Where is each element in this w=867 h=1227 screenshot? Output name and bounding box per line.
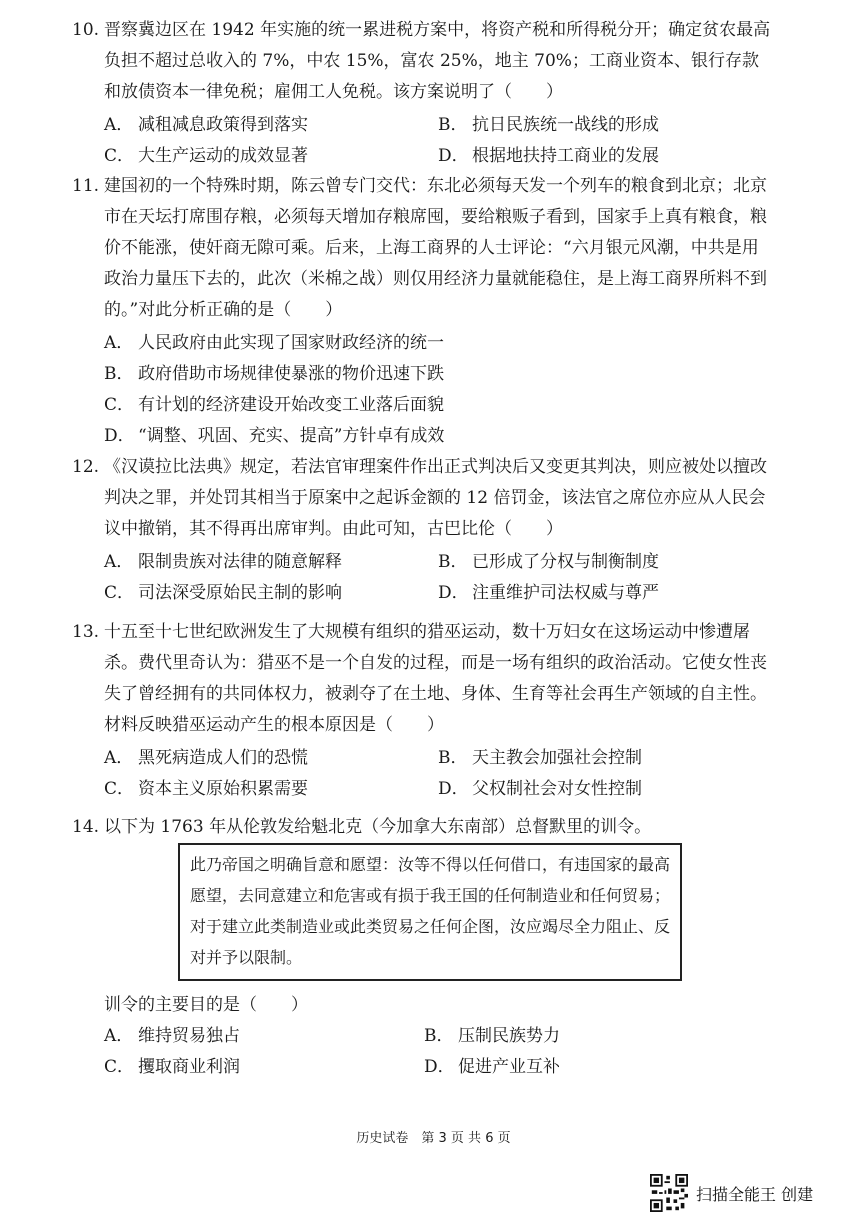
options bbox=[72, 328, 772, 452]
watermark-text: 扫描全能王 创建 bbox=[696, 1184, 814, 1204]
option-a: A． 减租减息政策得到落实 bbox=[104, 115, 308, 135]
option-c: C． 司法深受原始民主制的影响 bbox=[104, 583, 342, 603]
option-d: D． 父权制社会对女性控制 bbox=[438, 779, 642, 799]
question-stem bbox=[72, 15, 772, 108]
question-stem bbox=[72, 171, 772, 326]
page-footer: 历史试卷 第 3 页 共 6 页 bbox=[356, 1131, 511, 1146]
question-number: 12. bbox=[72, 457, 100, 477]
option-d: D． 根据地扶持工商业的发展 bbox=[438, 146, 659, 166]
question-stem bbox=[72, 812, 772, 843]
question-text: 建国初的一个特殊时期，陈云曾专门交代：东北必须每天发一个列车的粮食到北京；北京市在天坛打席围存粮，必须每天增加存粮席囤，要给粮贩子看到，国家手上真有粮食，粮价不能涨，使奸商无隙可乘。后来，上海工商界的人士评论：“六月银元风潮，中共是用政治力量压下去的，此次（米棉之战）则仅用经济力量就能稳住，是上海工商界所料不到的。”对此分析正确的是（ ） bbox=[104, 176, 767, 320]
option-b: B． 政府借助市场规律使暴涨的物价迅速下跌 bbox=[104, 364, 444, 384]
source-quote-box: 此乃帝国之明确旨意和愿望：汝等不得以任何借口，有违国家的最高愿望，去同意建立和危害或有损于我王国的任何制造业和任何贸易；对于建立此类制造业或此类贸易之任何企图，汝应竭尽全力阻止、反对并予以限制。 bbox=[178, 843, 682, 981]
option-d: D． 注重维护司法权威与尊严 bbox=[438, 583, 659, 603]
option-a: A． 黑死病造成人们的恐慌 bbox=[104, 748, 308, 768]
question-14 bbox=[72, 812, 772, 843]
question-stem bbox=[72, 452, 772, 545]
question-10 bbox=[72, 15, 772, 172]
question-text: 晋察冀边区在 1942 年实施的统一累进税方案中，将资产税和所得税分开；确定贫农最高负担不超过总收入的 7%，中农 15%，富农 25%，地主 70%；工商业资本、银行存款和放债资本一律免税；雇佣工人免税。该方案说明了（ ） bbox=[104, 20, 771, 102]
option-d: D． 促进产业互补 bbox=[424, 1057, 560, 1077]
question-14-followup bbox=[104, 990, 744, 1083]
question-stem bbox=[72, 617, 772, 741]
question-text: 以下为 1763 年从伦敦发给魁北克（今加拿大东南部）总督默里的训令。 bbox=[104, 817, 652, 837]
option-c: C． 大生产运动的成效显著 bbox=[104, 146, 308, 166]
question-text: 十五至十七世纪欧洲发生了大规模有组织的猎巫运动，数十万妇女在这场运动中惨遭屠杀。费代里奇认为：猎巫不是一个自发的过程，而是一场有组织的政治活动。它使女性丧失了曾经拥有的共同体权力，被剥夺了在土地、身体、生育等社会再生产领域的自主性。材料反映猎巫运动产生的根本原因是（ ） bbox=[104, 622, 767, 735]
option-b: B． 抗日民族统一战线的形成 bbox=[438, 115, 659, 135]
option-c: C． 资本主义原始积累需要 bbox=[104, 779, 308, 799]
question-text: 《汉谟拉比法典》规定，若法官审理案件作出正式判决后又变更其判决，则应被处以擅改判决之罪，并处罚其相当于原案中之起诉金额的 12 倍罚金，该法官之席位亦应从人民会议中撤销，其不得再出席审判。由此可知，古巴比伦（ ） bbox=[104, 457, 767, 539]
question-number: 14. bbox=[72, 817, 100, 837]
options bbox=[72, 743, 772, 805]
option-a: A． 人民政府由此实现了国家财政经济的统一 bbox=[104, 333, 444, 353]
question-number: 10. bbox=[72, 20, 100, 40]
options bbox=[72, 110, 772, 172]
scanner-watermark bbox=[650, 1173, 813, 1213]
question-number: 13. bbox=[72, 622, 100, 642]
question-12 bbox=[72, 452, 772, 609]
options bbox=[72, 547, 772, 609]
question-13 bbox=[72, 617, 772, 805]
option-b: B． 压制民族势力 bbox=[424, 1026, 560, 1046]
followup-text: 训令的主要目的是（ ） bbox=[104, 995, 308, 1015]
option-b: B． 天主教会加强社会控制 bbox=[438, 748, 642, 768]
option-a: A． 维持贸易独占 bbox=[104, 1026, 240, 1046]
question-number: 11. bbox=[72, 176, 100, 196]
qr-code-icon bbox=[650, 1174, 688, 1212]
option-c: C． 有计划的经济建设开始改变工业落后面貌 bbox=[104, 395, 444, 415]
option-d: D． “调整、巩固、充实、提高”方针卓有成效 bbox=[104, 426, 445, 446]
question-11 bbox=[72, 171, 772, 452]
option-b: B． 已形成了分权与制衡制度 bbox=[438, 552, 659, 572]
option-a: A． 限制贵族对法律的随意解释 bbox=[104, 552, 342, 572]
option-c: C． 攫取商业利润 bbox=[104, 1057, 240, 1077]
